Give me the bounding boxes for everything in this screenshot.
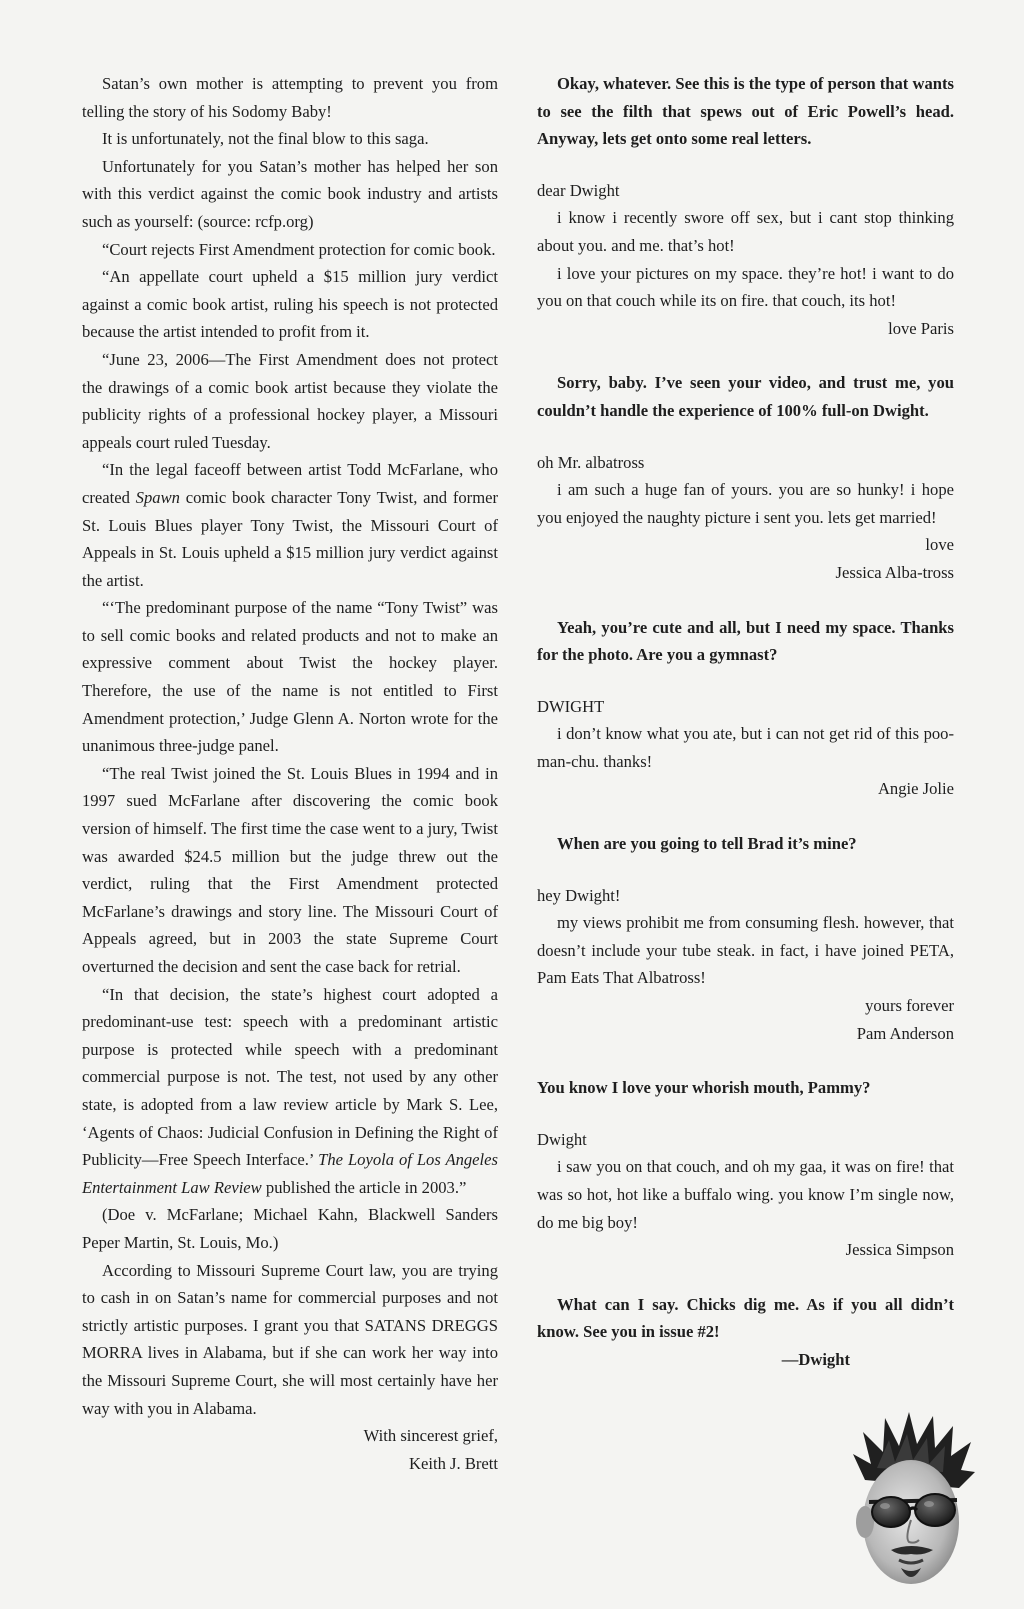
letter-signature: love Paris	[888, 318, 954, 338]
letter-paragraph: (Doe v. McFarlane; Michael Kahn, Blackwell Sanders Peper Martin, St. Louis, Mo.)	[82, 1205, 498, 1252]
letter-paragraph: my views prohibit me from consuming flesh. however, that doesn’t include your tube steak. in fact, i have joined PETA, Pam Eats That Albatross!	[537, 913, 954, 988]
editor-reply: When are you going to tell Brad it’s mine?	[557, 834, 857, 854]
letter-signature: love	[925, 535, 954, 555]
editor-reply: You know I love your whorish mouth, Pammy?	[537, 1078, 871, 1098]
letter-paragraph: i saw you on that couch, and oh my gaa, it was on fire! that was so hot, hot like a buffalo wing. you know I’m single now, do me big boy!	[537, 1157, 954, 1232]
italic-title: The Loyola of Los Angeles Entertainment Law Review	[82, 1150, 498, 1197]
editor-reply: Okay, whatever. See this is the type of person that wants to see the filth that spews out of Eric Powell’s head. Anyway, lets get onto some real letters.	[537, 74, 954, 149]
letter-signature: Jessica Alba-tross	[835, 562, 954, 582]
letter-salutation: DWIGHT	[537, 696, 605, 716]
letter-paragraph: i don’t know what you ate, but i can not get rid of this poo-man-chu. thanks!	[537, 724, 954, 771]
text-run: “In the legal faceoff between artist Todd McFarlane, who created	[82, 460, 498, 507]
editor-reply: Sorry, baby. I’ve seen your video, and trust me, you couldn’t handle the experience of 100% full-on Dwight.	[537, 373, 954, 420]
letter-paragraph: i know i recently swore off sex, but i cant stop thinking about you. and me. that’s hot!	[537, 208, 954, 255]
letter-signature: Keith J. Brett	[409, 1453, 498, 1473]
letter-paragraph: i am such a huge fan of yours. you are so hunky! i hope you enjoyed the naughty picture i sent you. lets get married!	[537, 480, 954, 527]
editor-reply: What can I say. Chicks dig me. As if you all didn’t know. See you in issue #2!	[537, 1294, 954, 1342]
text-run: comic book character Tony Twist, and former St. Louis Blues player Tony Twist, the Missouri Court of Appeals in St. Louis upheld a $15 million jury verdict against the artist.	[82, 487, 499, 590]
letter-paragraph: According to Missouri Supreme Court law, you are trying to cash in on Satan’s name for commercial purposes and not strictly artistic purposes. I grant you that SATANS DREGGS MORRA lives in Alabama, but if she can work her way into the Missouri Supreme Court, she will most certainly have her way with you in Alabama.	[82, 1260, 498, 1418]
letter-paragraph: Satan’s own mother is attempting to prevent you from telling the story of his Sodomy Baby!	[82, 74, 498, 121]
editor-reply: Yeah, you’re cute and all, but I need my space. Thanks for the photo. Are you a gymnast?	[537, 617, 954, 665]
dwight-portrait-photo	[847, 1410, 977, 1594]
letter-paragraph	[82, 456, 498, 594]
letter-paragraph: Unfortunately for you Satan’s mother has helped her son with this verdict against the comic book industry and artists such as yourself: (source: rcfp.org)	[82, 156, 498, 231]
letter-salutation: dear Dwight	[537, 180, 620, 200]
letter-paragraph: It is unfortunately, not the final blow to this saga.	[102, 129, 429, 149]
right-column	[537, 70, 954, 1374]
letter-paragraph: “An appellate court upheld a $15 million jury verdict against a comic book artist, ruling his speech is not protected because the artist intended to profit from it.	[82, 267, 498, 342]
letter-signature: Jessica Simpson	[845, 1240, 954, 1260]
text-run: “In that decision, the state’s highest court adopted a predominant-use test: speech with a predominant artistic purpose is protected while speech with a predominant commercial purpose is not. The test, not used by any other state, is adopted from a law review article by Mark S. Lee, ‘Agents of Chaos: Judicial Confusion in Defining the Right of Publicity—Free Speech Interface.’	[82, 984, 498, 1170]
dwight-signature: —Dwight	[781, 1349, 850, 1369]
letter-paragraph: “June 23, 2006—The First Amendment does not protect the drawings of a comic book artist because they violate the publicity rights of a professional hockey player, a Missouri appeals court ruled Tuesday.	[82, 349, 498, 452]
letter-salutation: hey Dwight!	[537, 885, 621, 905]
letter-signature: Pam Anderson	[856, 1023, 954, 1043]
letter-signature: Angie Jolie	[877, 779, 954, 799]
text-run: published the article in 2003.”	[261, 1177, 467, 1197]
letter-salutation: oh Mr. albatross	[537, 452, 645, 472]
letter-paragraph: “‘The predominant purpose of the name “Tony Twist” was to sell comic books and related products and not to make an expressive comment about Twist the hockey player. Therefore, the use of the name is not entitled to First Amendment protection,’ Judge Glenn A. Norton wrote for the unanimous three-judge panel.	[82, 598, 498, 756]
letter-paragraph: “Court rejects First Amendment protection for comic book.	[102, 239, 496, 259]
left-column	[82, 70, 498, 1477]
letter-signature: yours forever	[865, 996, 954, 1016]
letter-paragraph: “The real Twist joined the St. Louis Blues in 1994 and in 1997 sued McFarlane after discovering the comic book version of himself. The first time the case went to a jury, Twist was awarded $24.5 million but the judge threw out the verdict, ruling that the First Amendment protected McFarlane’s drawings and story line. The Missouri Court of Appeals agreed, but in 2003 the state Supreme Court overturned the decision and sent the case back for retrial.	[82, 763, 498, 976]
letter-paragraph	[82, 981, 498, 1202]
letter-paragraph: i love your pictures on my space. they’re hot! i want to do you on that couch while its on fire. that couch, its hot!	[537, 263, 954, 311]
letter-salutation: Dwight	[537, 1129, 587, 1149]
italic-title: Spawn	[135, 487, 180, 507]
letter-closing: With sincerest grief,	[363, 1426, 498, 1446]
